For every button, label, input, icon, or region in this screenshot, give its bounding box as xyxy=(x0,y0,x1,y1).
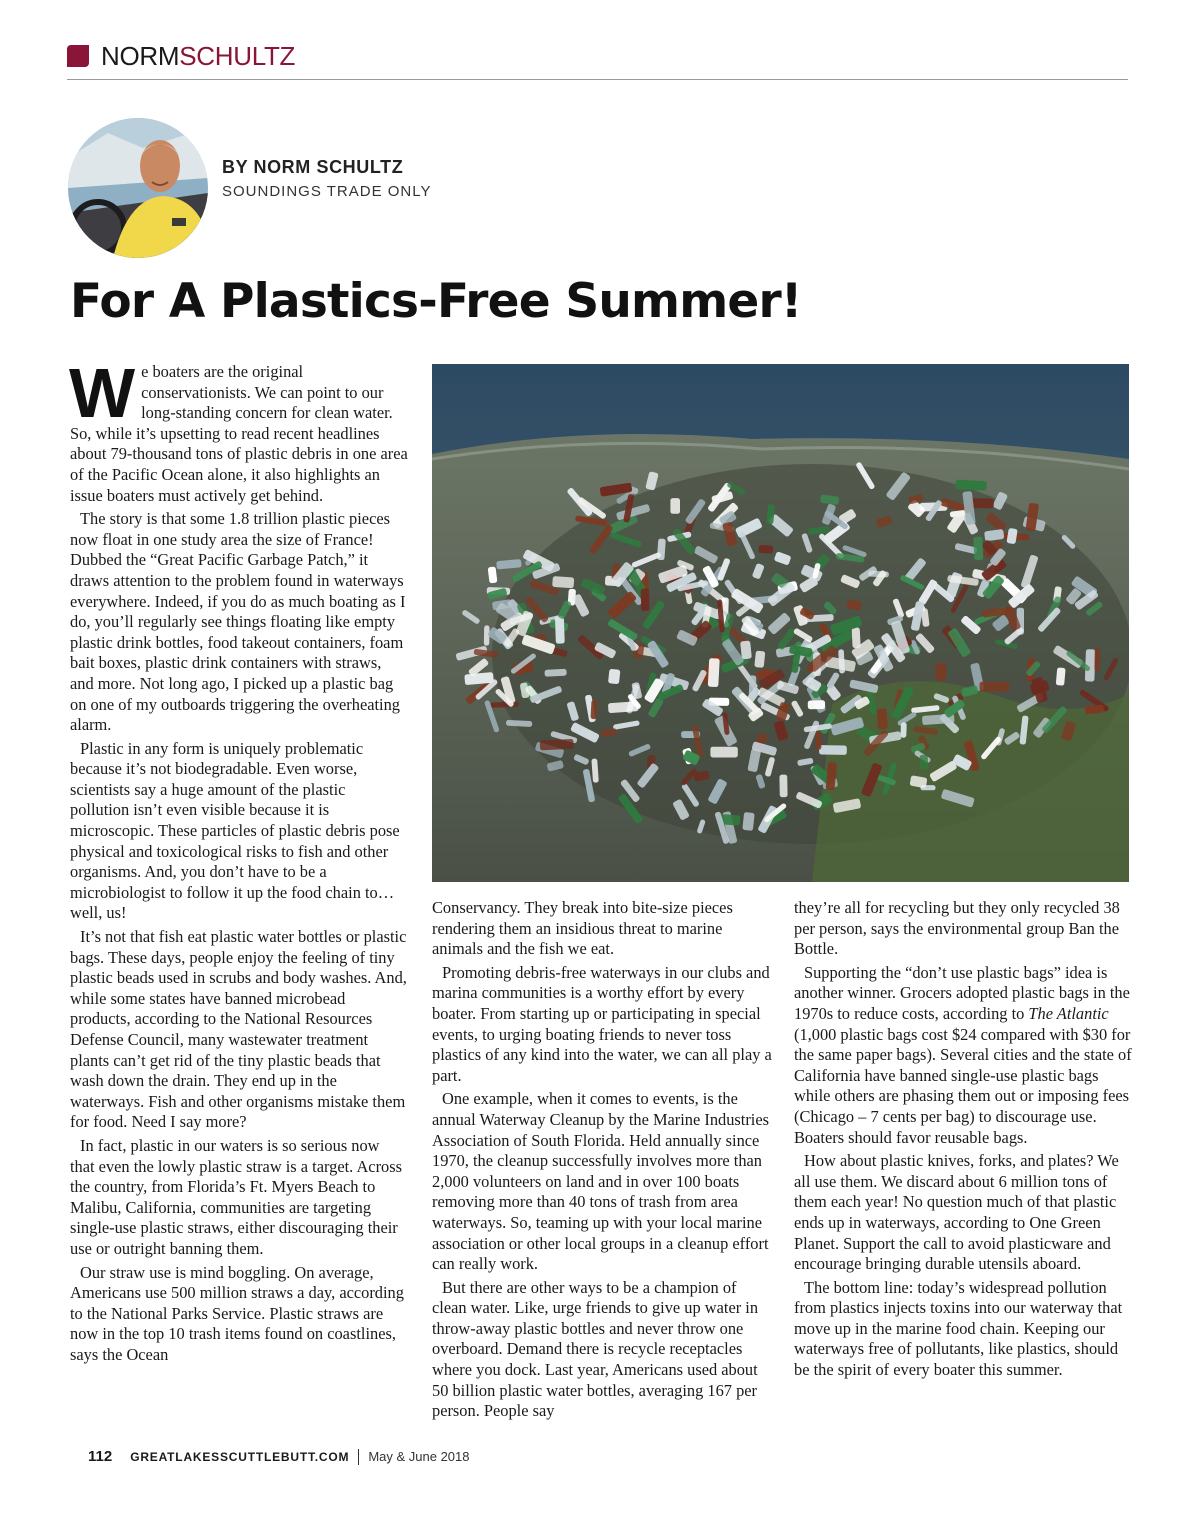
article-paragraph: It’s not that fish eat plastic water bottles or plastic bags. These days, people enjoy the feeling of tiny plastic beads used in scrubs and body washes. And, while some states have banned microbead products, according to the National Resources Defense Council, many wastewater treatment plants can’t get rid of the tiny plastic beads that wash down the drain. They end up in the waterways. Fish and other organisms mistake them for food. Need I say more? xyxy=(70,927,407,1132)
article-paragraph: Promoting debris-free waterways in our clubs and marina communities is a worthy effort by every boater. From starting up or participating in special events, to urging boating friends to never toss plastics of any kind into the water, we can all play a part. xyxy=(432,962,772,1085)
plastic-debris-photo xyxy=(432,364,1129,882)
article-paragraph: Conservancy. They break into bite-size pieces rendering them an insidious threat to marine animals and the fish we eat. xyxy=(432,898,733,959)
bottle-shape xyxy=(920,755,928,770)
bottle-shape xyxy=(1085,705,1104,715)
bottle-shape xyxy=(955,480,986,491)
article-paragraph: But there are other ways to be a champion of clean water. Like, urge friends to give up water in throw-away plastic bottles and never throw one overboard. Demand there is recycle receptacles where you dock. Last year, Americans used about 50 billion plastic water bottles, averaging 167 per person. People say xyxy=(432,1277,759,1421)
section-marker-icon xyxy=(67,45,89,67)
issue-date: May & June 2018 xyxy=(368,1449,470,1464)
bottle-shape xyxy=(900,722,906,738)
drop-cap: W xyxy=(69,354,136,432)
bottle-shape xyxy=(758,545,773,554)
bottle-shape xyxy=(552,576,574,588)
article-paragraph: We boaters are the original conservationists. We can point to our long-standing concern for clean water. So, while it’s upsetting to read recent headlines about 79-thousand tons of plastic debris in one area of the Pacific Ocean alone, it also highlights an issue boaters must actively get behind. xyxy=(69,354,408,505)
bottle-shape xyxy=(808,700,825,709)
article-paragraph: One example, when it comes to events, is the annual Waterway Cleanup by the Marine Industries Association of South Florida. Held annually since 1970, the cleanup successfully involves more than 2,000 volunteers on land and in over 100 boats removing more than 40 tons of trash from area waterways. So, teaming up with your local marine association or other local groups in a cleanup effort can really work. xyxy=(432,1089,770,1274)
bottle-shape xyxy=(641,588,650,611)
column-name: NORMSCHULTZ xyxy=(101,40,296,71)
bottle-shape xyxy=(710,747,737,758)
bottle-shape xyxy=(742,812,754,831)
article-title: For A Plastics-Free Summer! xyxy=(70,274,802,329)
author-name: BY NORM SCHULTZ xyxy=(222,157,404,177)
bottle-shape xyxy=(608,669,620,684)
section-header xyxy=(67,40,295,72)
article-column-1 xyxy=(69,354,408,1369)
bottle-shape xyxy=(971,498,994,508)
article-paragraph: How about plastic knives, forks, and plates? We all use them. We discard about 6 million tons of them each year! No question much of that plastic ends up in waterways, according to One Green Planet. Support the call to avoid plasticware and encourage bringing durable utensils aboard. xyxy=(794,1151,1119,1274)
bottle-shape xyxy=(540,739,574,751)
bottle-shape xyxy=(754,651,765,668)
bottle-shape xyxy=(846,600,861,611)
bottle-shape xyxy=(544,669,566,677)
page-number: 112 xyxy=(88,1448,113,1465)
article-paragraph: In fact, plastic in our waters is so serious now that even the lowly plastic straw is a target. Across the country, from Florida’s Ft. Myers Beach to Malibu, California, communities are targeting single-use plastic straws, either discouraging their use or outright banning them. xyxy=(70,1135,402,1258)
article-column-2 xyxy=(432,898,772,1425)
bottle-shape xyxy=(1056,667,1066,685)
bottle-shape xyxy=(490,702,519,708)
bottle-shape xyxy=(816,732,822,750)
article-paragraph: The story is that some 1.8 trillion plastic pieces now float in one study area the size of France! Dubbed the “Great Pacific Garbage Patch,” it draws attention to the problem found in waterways everywhere. Indeed, if you do as much boating as I do, you’ll regularly see things floating like empty plastic drink bottles, food takeout containers, foam bait boxes, plastic drink containers with straws, and more. Not long ago, I picked up a plastic bag on one of my outboards triggering the overheating alarm. xyxy=(70,509,406,735)
header-rule xyxy=(67,79,1128,80)
bottle-shape xyxy=(1094,647,1100,671)
bottle-shape xyxy=(779,775,787,798)
bottle-shape xyxy=(852,627,861,648)
bottle-shape xyxy=(935,663,946,681)
article-paragraph: Our straw use is mind boggling. On average, Americans use 500 million straws a day, according to the National Parks Service. Plastic straws are now in the top 10 trash items found on coastlines, says the Ocean xyxy=(70,1262,404,1364)
article-paragraph: Plastic in any form is uniquely problematic because it’s not biodegradable. Even worse, scientists say a huge amount of the plastic pollution isn’t even visible because it is microscopic. These particles of plastic debris pose physical and toxicological risks to fish and other organisms. And, you don’t have to be a microbiologist to follow it up the food chain to… well, us! xyxy=(70,738,400,923)
bottle-shape xyxy=(973,536,983,560)
bottle-shape xyxy=(819,745,847,755)
bottle-shape xyxy=(670,498,680,514)
bottle-shape xyxy=(591,700,598,719)
bottle-shape xyxy=(877,708,888,729)
article-column-3 xyxy=(794,898,1134,1384)
article-paragraph: Supporting the “don’t use plastic bags” idea is another winner. Grocers adopted plastic bags in the 1970s to reduce costs, according to The Atlantic (1,000 plastic bags cost $24 compared with $30 for the same paper bags). Several cities and the state of California have banned single-use plastic bags while others are phasing them out or imposing fees (Chicago – 7 cents per bag) to discourage use. Boaters should favor reusable bags. xyxy=(794,962,1132,1147)
bottle-shape xyxy=(555,616,565,644)
bottle-shape xyxy=(980,682,1010,691)
bottle-shape xyxy=(608,701,639,713)
bottle-shape xyxy=(740,641,752,660)
article-paragraph: they’re all for recycling but they only recycled 38 per person, says the environmental group Ban the Bottle. xyxy=(794,898,1120,959)
bottle-shape xyxy=(708,658,720,687)
footer-divider xyxy=(358,1449,359,1465)
author-photo xyxy=(68,118,208,258)
byline xyxy=(222,157,431,200)
page-footer xyxy=(88,1448,470,1465)
article-paragraph: The bottom line: today’s widespread pollution from plastics injects toxins into our waterway that move up in the marine food chain. Keeping our waterways free of pollutants, like plastics, should be the spirit of every boater this summer. xyxy=(794,1277,1123,1380)
footer-site: GREATLAKESSCUTTLEBUTT.COM xyxy=(130,1449,350,1464)
publication-name: SOUNDINGS TRADE ONLY xyxy=(222,183,432,200)
